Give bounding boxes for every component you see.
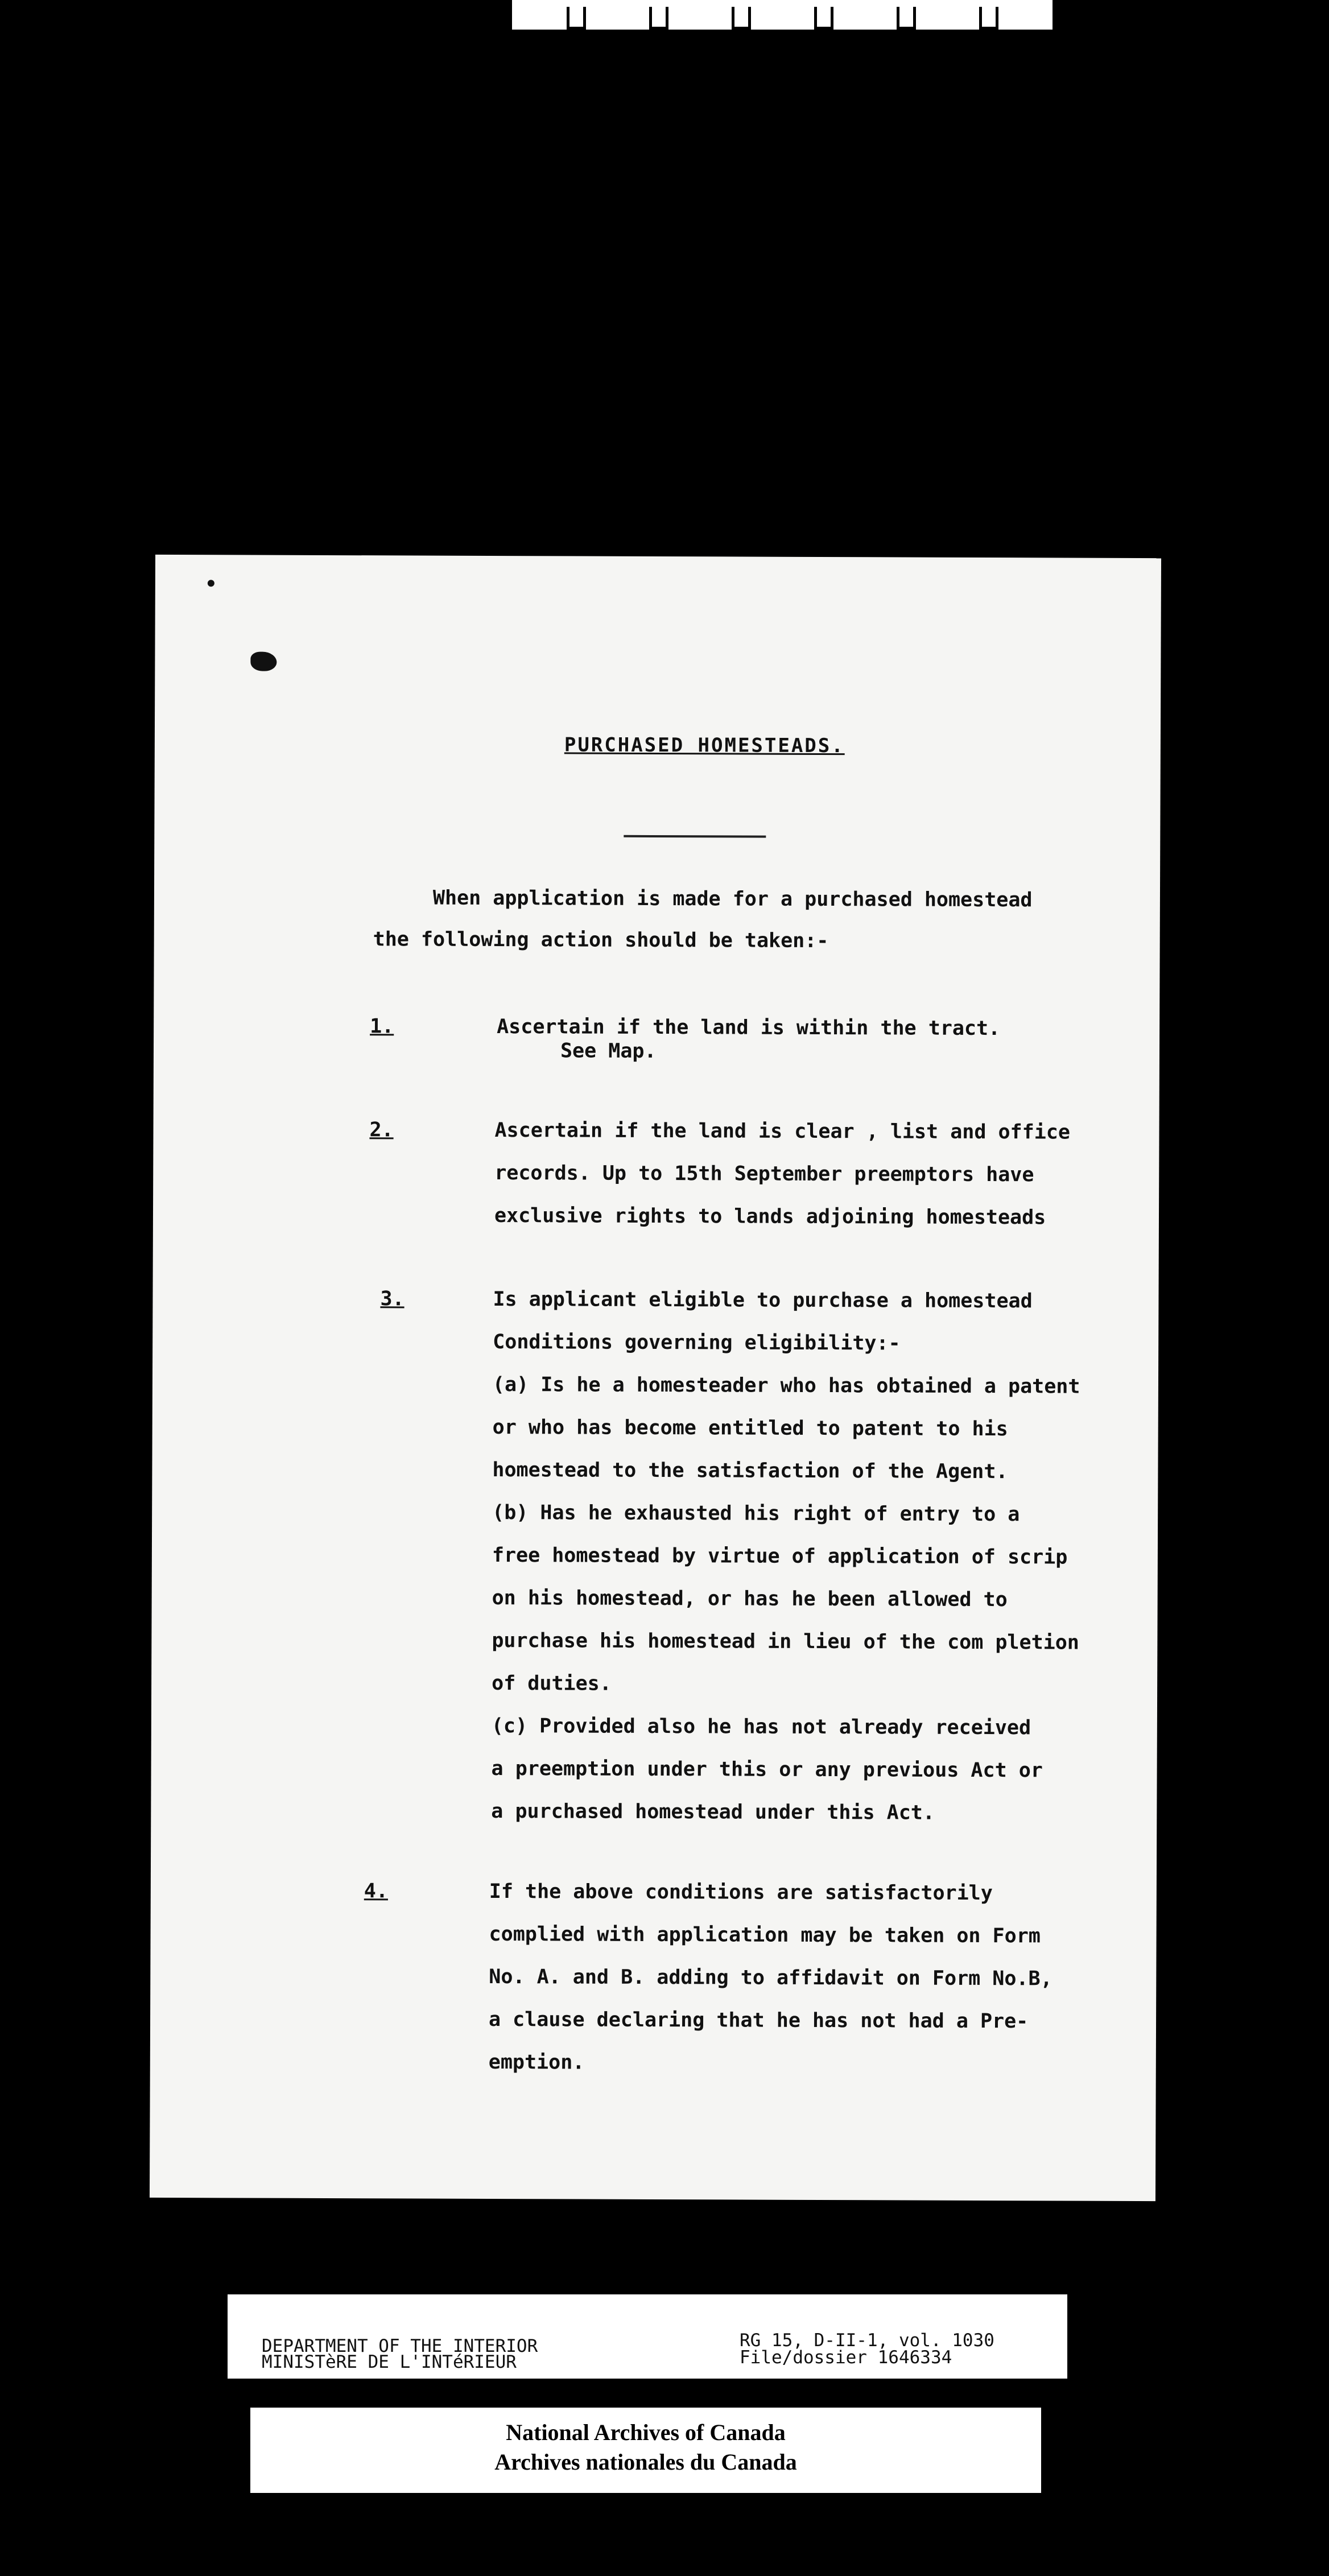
record-group-reference: RG 15, D-II-1, vol. 1030 bbox=[740, 2330, 994, 2351]
item-line: a purchased homestead under this Act. bbox=[491, 1799, 935, 1824]
intro-line: the following action should be taken:- bbox=[373, 928, 829, 953]
item-number: 2. bbox=[369, 1118, 394, 1142]
frame-mark bbox=[567, 7, 586, 30]
item-line: a clause declaring that he has not had a Pre- bbox=[488, 2008, 1029, 2033]
item-line: Ascertain if the land is within the tract. bbox=[497, 1015, 1001, 1041]
page-title: PURCHASED HOMESTEADS. bbox=[564, 733, 845, 758]
archive-stamp bbox=[250, 2408, 1041, 2493]
item-line: If the above conditions are satisfactorily bbox=[489, 1880, 993, 1905]
frame-mark bbox=[732, 7, 751, 30]
item-line: complied with application may be taken on Form bbox=[489, 1922, 1041, 1948]
item-line: of duties. bbox=[492, 1671, 612, 1695]
item-line: records. Up to 15th September preemptors have bbox=[494, 1162, 1034, 1187]
item-line: emption. bbox=[488, 2050, 585, 2074]
item-number: 1. bbox=[370, 1015, 394, 1038]
document-page bbox=[150, 555, 1161, 2201]
item-line: (b) Has he exhausted his right of entry to a bbox=[492, 1501, 1020, 1526]
item-line: No. A. and B. adding to affidavit on Form No.B, bbox=[489, 1965, 1053, 1991]
item-line: Ascertain if the land is clear , list and office bbox=[494, 1119, 1071, 1144]
frame-mark bbox=[897, 7, 916, 30]
frame-mark bbox=[814, 7, 833, 30]
archive-name-en: National Archives of Canada bbox=[506, 2420, 786, 2445]
item-line: (c) Provided also he has not already received bbox=[491, 1714, 1031, 1740]
archive-name-fr: Archives nationales du Canada bbox=[494, 2449, 797, 2475]
ink-speck bbox=[208, 580, 214, 587]
frame-marker-strip bbox=[512, 0, 1053, 30]
item-line: exclusive rights to lands adjoining homesteads bbox=[494, 1204, 1046, 1229]
item-line: free homestead by virtue of application of scrip bbox=[492, 1544, 1068, 1569]
item-line: Conditions governing eligibility:- bbox=[493, 1331, 901, 1355]
item-line: See Map. bbox=[560, 1039, 657, 1063]
file-number: File/dossier 1646334 bbox=[740, 2347, 952, 2368]
intro-line: When application is made for a purchased homestead bbox=[432, 886, 1033, 912]
item-number: 3. bbox=[380, 1287, 405, 1311]
item-line: purchase his homestead in lieu of the com pletion bbox=[492, 1629, 1079, 1654]
department-en: DEPARTMENT OF THE INTERIOR bbox=[262, 2336, 538, 2356]
item-line: homestead to the satisfaction of the Agent. bbox=[492, 1459, 1008, 1484]
item-line: on his homestead, or has he been allowed to bbox=[492, 1586, 1008, 1612]
archive-reference-label bbox=[228, 2294, 1067, 2379]
item-line: or who has become entitled to patent to his bbox=[492, 1416, 1008, 1441]
item-line: a preemption under this or any previous Act or bbox=[491, 1757, 1043, 1782]
frame-mark bbox=[649, 7, 668, 30]
item-number: 4. bbox=[364, 1880, 389, 1903]
item-line: Is applicant eligible to purchase a homestead bbox=[493, 1288, 1033, 1313]
item-line: (a) Is he a homesteader who has obtained a patent bbox=[492, 1373, 1080, 1398]
ink-blot bbox=[250, 652, 276, 671]
department-fr: MINISTèRE DE L'INTéRIEUR bbox=[262, 2352, 517, 2372]
title-divider bbox=[624, 835, 766, 838]
frame-mark bbox=[979, 7, 998, 30]
